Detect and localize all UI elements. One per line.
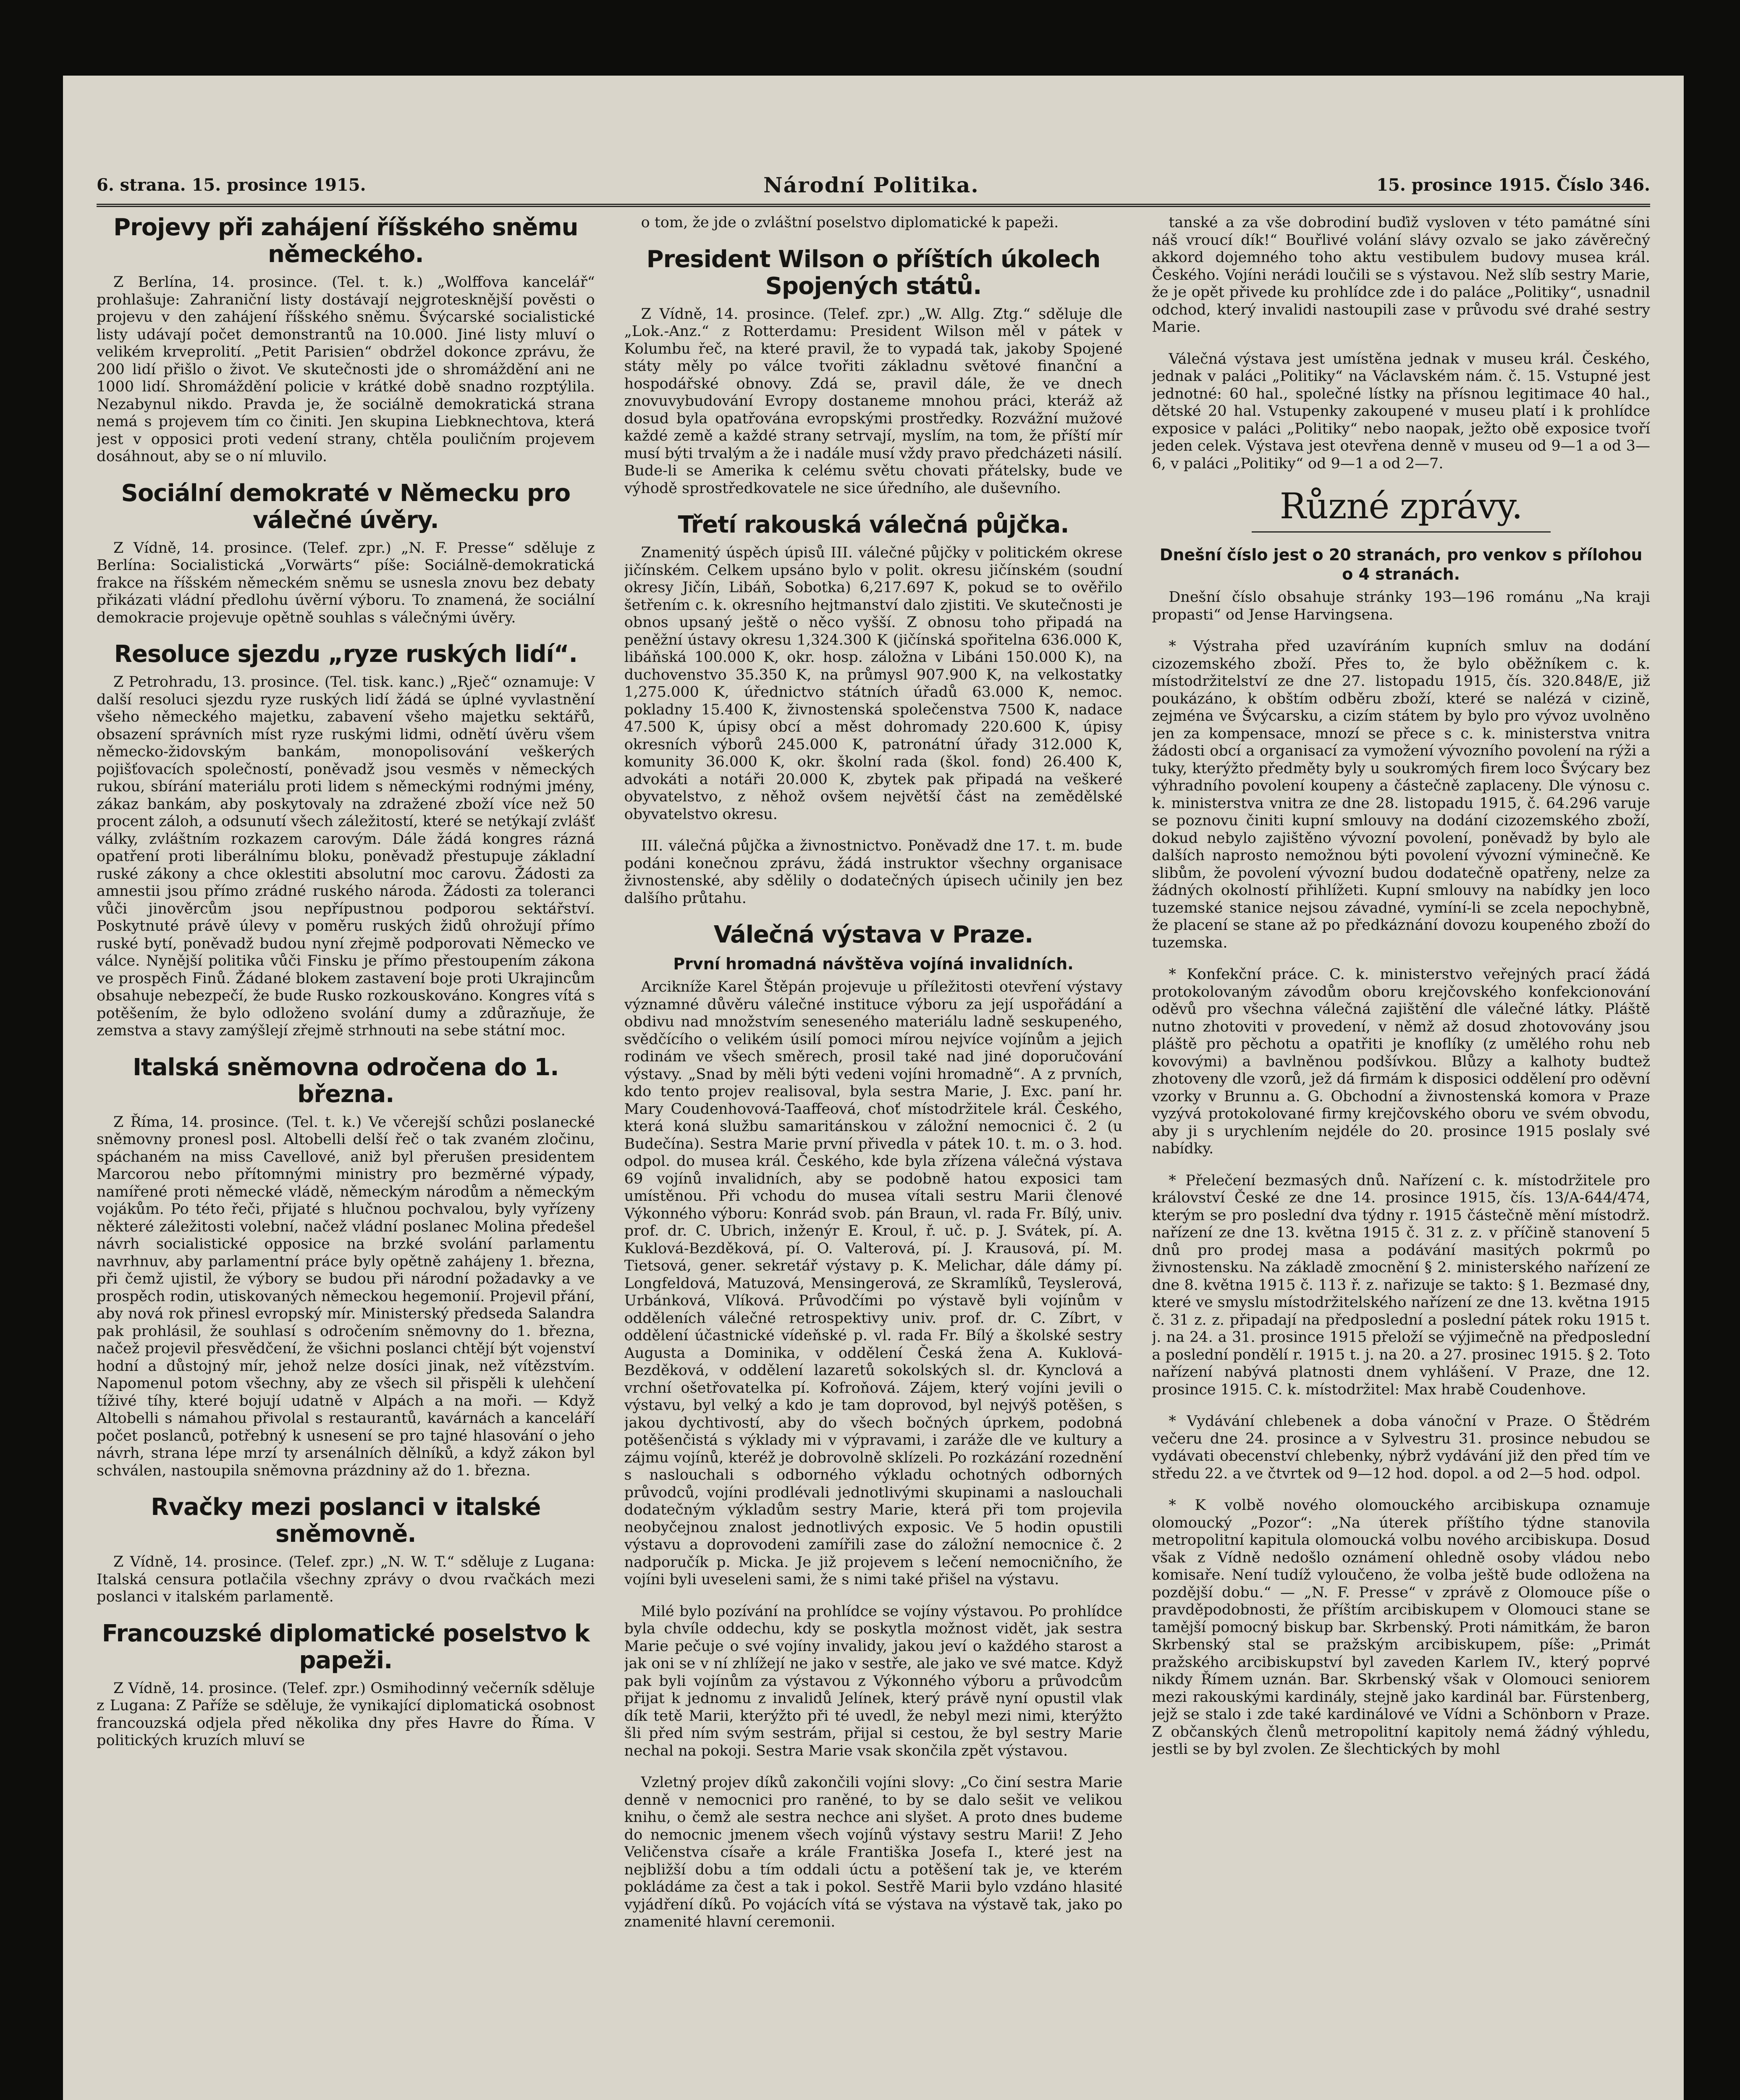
column-3 [1152,214,1650,2100]
article [97,214,595,466]
article [1152,1172,1650,1399]
masthead: Národní Politika. [763,172,979,197]
article-body: Z Vídně, 14. prosince. (Telef. zpr.) „N. W. T.“ sděluje z Lugana: Italská censura potlačila všechny zprávy o dvou rvačkách mezi poslanci v italském parlamentě. [97,1554,595,1605]
article [1152,1497,1650,1759]
article [624,1774,1123,1931]
article-body: * K volbě nového olomouckého arcibiskupa oznamuje olomoucký „Pozor“: „Na úterek příštího týdne stanovila metropolitní kapitula olomoucká volbu nového arcibiskupa. Dosud však z Vídně nedošlo oznámení ohledně osoby vládou nebo komisaře. Není tudíž vyloučeno, že volba ještě bude odložena na pozdější dobu.“ — „N. F. Presse“ v zprávě z Olomouce píše o pravděpodobnosti, že příštím arcibiskupem v Olomouci stane se tamější pomocný biskup bar. Skrbenský. Proti námitkám, že baron Skrbenský stal se pražským arcibiskupem, píše: „Primát pražského arcibiskupství byl zaveden Karlem IV., který poprvé nikdy Římem uznán. Bar. Skrbenský však v Olomouci seniorem mezi rakouskými kardinály, stejně jako kardinál bar. Fürstenberg, jejž se stalo i zde také kardinálové ve Vídni a Schönborn v Praze. Z občanských členů metropolitní kapitoly nemá žádný výhledu, jestli se by byl zvolen. Ze šlechtických by mohl [1152,1497,1651,1758]
article-body: * Konfekční práce. C. k. ministerstvo veřejných prací žádá protokolovaným závodům oboru krejčovského konfekcionování oděvů pro všechna válečná zajištění dle válečné látky. Pláště nutno zhotoviti v provedení, v němž až dosud zhotovovány jsou pláště pro pěchotu a opatřiti je knoflíky (z umělého rohu neb kovovými) a bavlněnou podšívkou. Blůzy a kalhoty budtež zhotoveny dle vzorů, jež dá firmám k disposici oddělení pro oděvní vzorky v Brunnu a. G. Obchodní a živnostenská komora v Praze vyzývá protokolované firmy krejčovského oboru ve svém obvodu, aby ji s urychlením nejdéle do 20. prosince 1915 poslaly své nabídky. [1152,966,1651,1157]
article [624,246,1123,498]
article-body: Vzletný projev díků zakončili vojíni slovy: „Co činí sestra Marie denně v nemocnici pro raněné, to by se dalo sešit ve velikou knihu, o čemž ale sestra nechce ani slyšet. A proto dnes budeme do nemocnic jmenem všech vojínů výstavy sestru Marii! Z Jeho Veličenstva císaře a krále Františka Josefa I., které jest na nejbližší dobu a tím oddali úctu a potěšení tak je, ve kterém pokládáme za čest a tak i pokol. Sestřě Marii bylo vzdáno hlasité vyjádření díků. Po vojácích vítá se výstava na výstavě tak, jako po znamenité hlavní ceremonii. [624,1774,1123,1930]
article-body: Z Vídně, 14. prosince. (Telef. zpr.) „N. F. Presse“ sděluje z Berlína: Socialistická „Vorwärts“ píše: Sociálně-demokratická frakce na říšském německém sněmu se usnesla znovu bez debaty přikázati vládní předlohu úvěrní výboru. To znamená, že sociální demokracie projevuje opětně souhlas s válečnými úvěry. [97,539,595,626]
article-headline: Projevy při zahájení říšského sněmu německého. [113,214,578,268]
article-body: Válečná výstava jest umístěna jednak v museu král. Českého, jednak v paláci „Politiky“ na Václavském nám. č. 15. Vstupné jest jednotné: 60 hal., společné lístky na přísnou legitimace 40 hal., dětské 20 hal. Vstupenky zakoupené v museu platí i k prohlídce exposice v paláci „Politiky“ nebo naopak, ježto obě exposice tvoří jeden celek. Výstava jest otevřena denně v museu od 9—1 a od 3—6, v paláci „Politiky“ od 9—1 a od 2—7. [1152,350,1651,472]
column-2 [624,214,1123,2100]
article [97,1054,595,1480]
article [624,1603,1123,1760]
article-body: Z Berlína, 14. prosince. (Tel. t. k.) „Wolffova kancelář“ prohlašuje: Zahraniční listy dostávají nejgrotesknější pověsti o projevu v den zahájení říšského sněmu. Švýcarské socialistické listy udávají počet demonstrantů na 10.000. Jiné listy mluví o velikém krveprolití. „Petit Parisien“ obdržel dokonce zprávu, že 200 lidí přišlo o život. Ve skutečnosti jde o shromáždění ani ne 1000 lidí. Shromáždění policie v krátké době snadno rozptýlila. Nezabynul nikdo. Pravda je, že sociálně demokratická strana nemá s projevem tím co činiti. Jen skupina Liebknechtova, která jest v opposici proti vedení strany, chtěla pouličním projevem dosáhnout, aby se o ní mluvilo. [97,274,595,465]
article-body: * Vydávání chlebenek a doba vánoční v Praze. O Štědrém večeru dne 24. prosince a v Sylvestru 31. prosince nebudou se vydávati obecenství chlebenky, nýbrž vydávání již den před tím ve středu 22. a ve čtvrtek od 9—12 hod. dopol. a od 2—5 hod. odpol. [1152,1413,1651,1482]
article-body: Z Petrohradu, 13. prosince. (Tel. tisk. kanc.) „Rječ“ oznamuje: V další resoluci sjezdu ryze ruských lidí žádá se úplné vyvlastnění všeho německého majetku, zabavení všeho majetku sektářů, obsazení správních míst ryze ruskými lidmi, odnětí úvěru všem německo-židovským bankám, monopolisování veškerých pojišťovacích společností, poněvadž jsou vesměs v německých rukou, sbírání materiálu proti lidem s německými rodnými jmény, zákaz bankám, aby poskytovaly na zdražené zboží více než 50 procent záloh, a odsunutí všech záležitostí, které se netýkají zvlášť války, zvláštním rozkazem carovým. Dále žádá kongres rázná opatření proti liberálnímu bloku, poněvadž přestupuje základní ruské zákony a chce oklestiti absolutní moc carovu. Žádosti za amnestii jsou přímo zrádné ruského národa. Žádosti za toleranci vůči jinověrcům jsou nepřípustnou podporou sektářství. Poskytnuté právě úlevy v poměru ruských židů ohrožují přímo ruské bytí, poněvadž budou nyní zřejmě podporovati Německo ve válce. Nynější politika vůči Finsku je přímo přestoupením zákona ve prospěch Finů. Žádané blokem zastavení boje proti Ukrajincům obsahuje nebezpečí, že bude Rusko rozkouskováno. Kongres vítá s potěšením, že bylo odloženo svolání dumy a zdůrazňuje, že zemstva a stavy zamýšlejí zřejmě strhnouti na sebe státní moc. [97,674,595,1039]
newspaper-page [63,76,1684,2100]
article [624,921,1123,1589]
header-right: 15. prosince 1915. Číslo 346. [1376,175,1650,195]
article-headline: Sociální demokraté v Německu pro válečné úvěry. [121,479,571,534]
column-1 [97,214,595,2100]
article-body: * Přelečení bezmasých dnů. Nařízení c. k. místodržitele pro království České ze dne 14. prosince 1915, čís. 13/A-644/474, kterým se pro poslední dva týdny r. 1915 částečně mění místodrž. nařízení ze dne 13. května 1915 č. 31 z. z. v příčině stanovení 5 dnů pro prodej masa a podávání masitých pokrmů po živnostensku. Na základě zmocnění § 2. ministerského nařízení ze dne 8. května 1915 č. 113 ř. z. nařizuje se takto: § 1. Bezmasé dny, které ve smyslu místodržitelského nařízení ze dne 13. května 1915 č. 31 z. z. připadají na předposlední a poslední pátek roku 1915 t. j. na 24. a 31. prosince 1915 přeloží se výjimečně na předposlední a poslední pondělí r. 1915 t. j. na 20. a 27. prosinec 1915. § 2. Toto nařízení nabývá platnosti dnem vyhlášení. V Praze, dne 12. prosince 1915. C. k. místodržitel: Max hrabě Coudenhove. [1152,1172,1651,1398]
article [1152,1413,1650,1483]
article [97,1494,595,1606]
article-subheadline: Dnešní číslo jest o 20 stranách, pro venkov s přílohou o 4 stranách. [1159,546,1643,583]
header-left: 6. strana. 15. prosince 1915. [97,175,366,195]
article [1152,487,1650,624]
article-body: III. válečná půjčka a živnostnictvo. Poněvadž dne 17. t. m. bude podáni konečnou zprávu, žádá instruktor všechny organisace živnostenské, aby sdělily o dodatečných úpisech učinily jen bez dalšího průtahu. [624,837,1123,907]
article-body: tanské a za vše dobrodiní buďiž vysloven v této památné síni náš vroucí dík!“ Bouřlivé volání slávy ozvalo se jako závěrečný akkord dojemného toho aktu vestibulem budovy musea král. Českého. Vojíni nerádi loučili se s výstavou. Než slíb sestry Marie, že je opět přivede ku prohlídce zde i do paláce „Politiky“, usnadnil odchod, který invalidi nastoupili zase v průvodu své drahé sestry Marie. [1152,214,1651,336]
article [624,512,1123,823]
article-headline: Italská sněmovna odročena do 1. března. [133,1053,559,1108]
article-body: Dnešní číslo obsahuje stránky 193—196 románu „Na kraji propasti“ od Jense Harvingsena. [1152,589,1651,623]
article [97,480,595,627]
article [1152,966,1650,1158]
article-headline: Resoluce sjezdu „ryze ruských lidí“. [114,640,577,668]
article [97,1620,595,1750]
article [1152,638,1650,952]
article-body: Z Vídně, 14. prosince. (Telef. zpr.) Osmihodinný večerník sděluje z Lugana: Z Paříže se sděluje, že vynikající diplomatická osobnost francouzská odjela před několika dny přes Havre do Říma. V politických kruzích mluví se [97,1680,595,1749]
article [97,641,595,1040]
article-body: Milé bylo pozívání na prohlídce se vojíny výstavou. Po prohlídce byla chvíle oddechu, kdy se poskytla možnost vidět, jak sestra Marie pečuje o své vojíny invalidy, jakou jeví o každého starost a jak oni se v ní zhlížejí ne jako v sestře, ale jako ve své matce. Když pak byli vojínům za výstavou z Výkonného výboru a průvodcům přijat k jednomu z invalidů Jelínek, který právě nyní opustil vlak dík tetě Marii, kterýžto při té uvedl, že nebyl mezi nimi, kterýžto šli před ním svým sestrám, přijal si cestou, že byl sestry Marie nechal na pokoji. Sestra Marie vsak skončila zpět výstavou. [624,1603,1123,1759]
article-body: * Výstraha před uzavíráním kupních smluv na dodání cizozemského zboží. Přes to, že bylo oběžníkem c. k. místodržitelství ze dne 27. listopadu 1915, čís. 320.848/E, již poukázáno, k obštím odběru zboží, které se nalézá v cizině, zejména ve Švýcarsku, a cizím státem by bylo pro vývoz uvolněno jen za kompensace, mnozí se přece s c. k. ministerstva vnitra žádosti obcí a organisací za vymožení vývozního povolení na rýži a tuky, kterýžto předměty byly u soukromých firem loco Švýcary bez výhradního povolení koupeny a částečně zaplaceny. Dle výnosu c. k. ministerstva vnitra ze dne 28. listopadu 1915, č. 64.296 varuje se poznovu činiti kupní smlouvy na dodání cizozemského zboží, dokud nebylo zajištěno vývozní povolení, poněvadž by bylo ale dalších naprosto nemožnou býti povolení vývozní výminečně. Ke slibům, že povolení vývozní budou dodatečně opatřeny, nelze za žádných okolností přihlížeti. Kupní smlouvy na nabídky jen loco tuzemské stanice nejsou závadné, vymíní-li se zcela nepochybně, že placení se stane až po předkáznání dovozu koupeného zboží do tuzemska. [1152,638,1651,951]
headline-rule [1252,531,1551,533]
article-headline: Válečná výstava v Praze. [713,921,1033,948]
article-body: Z Říma, 14. prosince. (Tel. t. k.) Ve včerejší schůzi poslanecké sněmovny pronesl posl. Altobelli delší řeč o tak zvaném zločinu, spáchaném na miss Cavellové, aniž byl přerušen presidentem Marcorou nebo přítomnými ministry pro bezměrné výpady, namířené proti německé vládě, německým národům a německým vojákům. Po této řeči, přijaté s hlučnou pochvalou, byly vyřízeny některé záležitosti volební, načež vládní poslanec Molina předešel návrh socialistické opposice na brzké svolání parlamentu navrhnuv, aby parlamentní práce byly opětně zahájeny 1. března, při čemž ujistil, že výbory se budou při národní požadavky a ve prospěch rodin, utiskovaných německou hegemonií. Projevil přání, aby nová rok přinesl evropský mír. Ministerský předseda Salandra pak prohlásil, že souhlasí s odročením sněmovny do 1. března, načež projevil přesvědčení, že všichni poslanci chtějí být vojenství hodní a důstojný mír, jehož nelze dosíci jinak, než vítězstvím. Napomenul potom všechny, aby ze všech sil přispěli k ulehčení tíživé tíhy, které bojují udatně v Alpách a na moři. — Když Altobelli s námahou přivolal s restaurantů, kavárnách a kanceláří počet poslanců, potřebný k usnesení se pro tajné hlasování o jeho návrh, strana lépe mrzí ty arsenálních dělníků, a když zákon byl schválen, nastoupila sněmovna prázdniny až do 1. března. [97,1113,595,1479]
article-body: o tom, že jde o zvláštní poselstvo diplomatické k papeži. [641,214,1059,231]
article-headline: President Wilson o příštích úkolech Spojených států. [646,245,1101,300]
article-headline: Francouzské diplomatické poselstvo k papeži. [102,1620,590,1674]
article-headline: Třetí rakouská válečná půjčka. [678,511,1069,538]
article-headline: Různé zprávy. [1279,486,1522,527]
article [1152,351,1650,473]
article [1152,214,1650,336]
article-body: Znamenitý úspěch úpisů III. válečné půjčky v politickém okrese jičínském. Celkem upsáno bylo v polit. okresu jičínském (soudní okresy Jičín, Libáň, Sobotka) 6,217.697 K, pokud se to ověřilo šetřením c. k. okresního hejtmanství dalo zjistiti. Ve skutečnosti je obnos upsaný ještě o něco vyšší. Z obnosu toho připadá na peněžní ústavy okresu 1,324.300 K (jičínská spořitelna 636.000 K, libáňská 100.000 K, okr. hosp. záložna v Libáni 150.000 K), na duchovenstvo 35.350 K, na průmysl 907.900 K, na velkostatky 1,275.000 K, úřednictvo státních úřadů 63.000 K, nemoc. pokladny 15.400 K, živnostenská společenstva 7500 K, nadace 47.500 K, úpisy obcí a měst dohromady 220.600 K, úpisy okresních výborů 245.000 K, patronátní úřady 312.000 K, komunity 36.000 K, okr. školní rada (škol. fond) 26.400 K, advokáti a notáři 20.000 K, zbytek pak připadá na veškeré obyvatelstvo, z něhož ovšem největší část na zemědělské obyvatelstvo okresu. [624,544,1123,823]
article-headline: Rvačky mezi poslanci v italské sněmovně. [151,1494,541,1548]
article [624,214,1123,232]
article [624,837,1123,907]
article-subheadline: První hromadná návštěva vojíná invalidních. [673,955,1074,973]
page-header [97,166,1650,207]
article-body: Z Vídně, 14. prosince. (Telef. zpr.) „W. Allg. Ztg.“ sděluje dle „Lok.-Anz.“ z Rotterdamu: President Wilson měl v pátek v Kolumbu řeč, na které pravil, že to vypadá tak, jakoby Spojené státy měly po válce tvořiti základnu světové finanční a hospodářské obnovy. Zdá se, pravil dále, že ve dnech znovuvybudování Evropy dostaneme mnohou práci, kteráž až dosud byla opatřována evropskými prostředky. Rozvážní mužové každé země a každé strany setrvají, myslím, na tom, že příští mír musí býti trvalým a že i nadále musí vždy pravo předcházeti násilí. Bude-li se Amerika k celému světu chovati přátelsky, bude ve výhodě sprostředkovatele ne sice úředního, ale duševního. [624,305,1123,497]
columns [97,214,1650,2100]
article-body: Arcikníže Karel Štěpán projevuje u příležitosti otevření výstavy významné důvěru válečné instituce výboru za její uspořádání a obdivu nad množstvím seneseného materiálu ladně seskupeného, svědčícího o velikém úsilí pomoci mírou nejvíce vojínům a jejich rodinám ve všech směrech, prosil také nad jiné doporučování výstavy. „Snad by měli býti vedeni vojíni hromadně“. A z prvních, kdo tento projev realisoval, byla sestra Marie, J. Exc. paní hr. Mary Coudenhovová-Taaffeová, choť místodržitele král. Českého, která koná službu samaritánskou v záložní nemocnici č. 2 (u Budečína). Sestra Marie první přivedla v pátek 10. t. m. o 3. hod. odpol. do musea král. Českého, kde byla zřízena válečná výstava 69 vojínů invalidních, aby se podobně hatou exposici tam umístěnou. Při vchodu do musea vítali sestru Marii členové Výkonného výboru: Konrád svob. pán Braun, vl. rada Fr. Bílý, univ. prof. dr. C. Ubrich, inženýr E. Kroul, ř. uč. p. J. Svátek, pí. A. Kuklová-Bezděková, pí. O. Valterová, pí. J. Krausová, pí. M. Tietsová, gener. sekretář výstavy p. K. Melichar, dále dámy pí. Longfeldová, Matuzová, Mensingerová, ze Skramlíků, Teyslerová, Urbánková, Vlíková. Průvodčími po výstavě byli vojínům v odděleních válečné retrospektivy univ. prof. dr. C. Zíbrt, v oddělení účastnické vídeňské p. vl. rada Fr. Bílý a školské sestry Augusta a Dominika, v oddělení Česká žena A. Kuklová-Bezděková, v oddělení lazaretů sokolských sl. dr. Kynclová a vrchní ošetřovatelka pí. Kofroňová. Zájem, který vojíni jevili o výstavu, byl velký a kdo je tam doprovod, byl nejvýš potěšen, s jakou dychtivostí, aby do všech bočných úprkem, podobná potěšenčistá s výklady mi v výpravami, i zaráže dle ve kultury a zájmu vojínů, kteréž je dobrovolně sklízeli. Po rozkázání rozednění s naslouchali s odborného výkladu ochotných odborných průvodců, vojíni prodlévali jednotlivými skupinami a naslouchali dodatečným výkladům sestry Marie, která při tom projevila neobyčejnou znalost jednotlivých exposic. Ve 5 hodin opustili výstavu a doprovodeni zamířili zase do záložní nemocnice č. 2 nadporučík p. Micka. Je již projevem s lečení nemocničního, že vojíni byli uveseleni sami, že s nimi také přišel na výstavu. [624,979,1123,1588]
